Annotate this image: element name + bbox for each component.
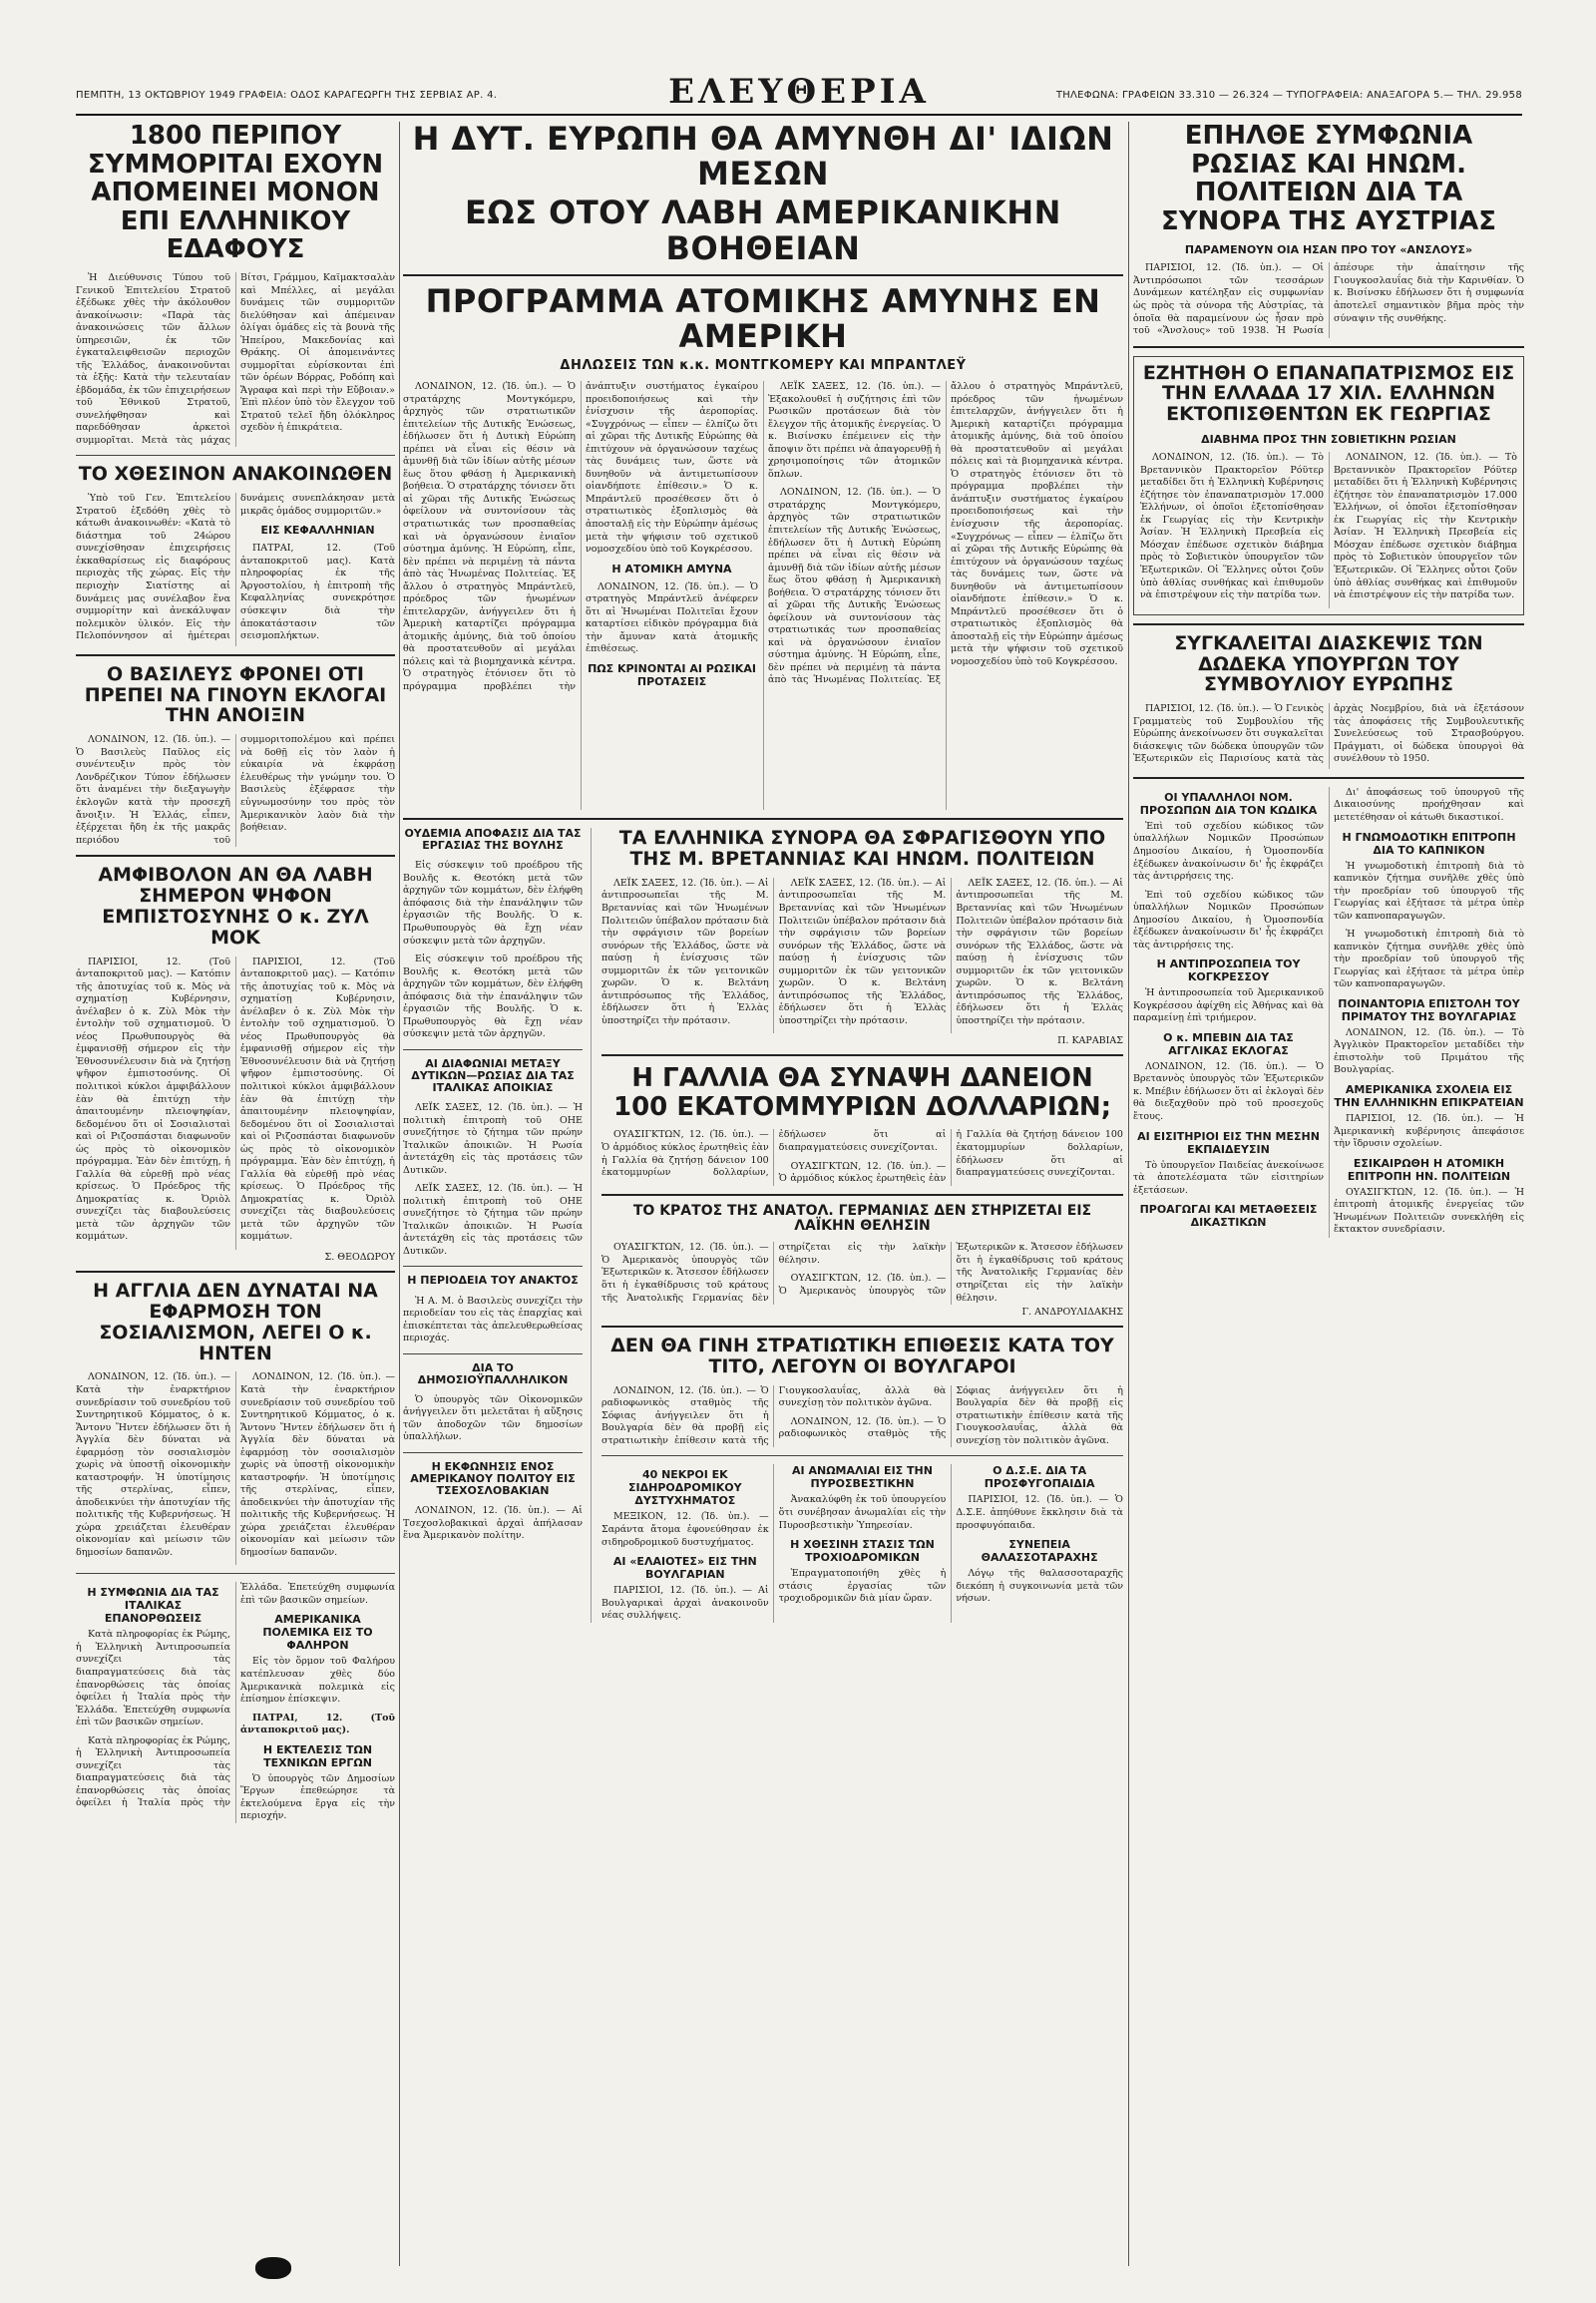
article-body: Τὸ ὑπουργεῖον Παιδείας ἀνεκοίνωσε τὰ ἀποτελέσματα τῶν εἰσιτηρίων ἐξετάσεων. [1133, 1159, 1324, 1196]
headline: ΣΥΓΚΑΛΕΙΤΑΙ ΔΙΑΣΚΕΨΙΣ ΤΩΝ ΔΩΔΕΚΑ ΥΠΟΥΡΓΩΝ ΤΟΥ ΣΥΜΒΟΥΛΙΟΥ ΕΥΡΩΠΗΣ [1174, 631, 1483, 696]
masthead-date-address: ΠΕΜΠΤΗ, 13 ΟΚΤΩΒΡΙΟΥ 1949 ΓΡΑΦΕΙΑ: ΟΔΟΣ ΚΑΡΑΓΕΩΡΓΗ ΤΗΣ ΣΕΡΒΙΑΣ ΑΡ. 4. [76, 90, 498, 101]
article-body: Ὑπὸ τοῦ Γεν. Ἐπιτελείου Στρατοῦ ἐξεδόθη χθὲς τὸ κάτωθι ἀνακοινωθέν: «Κατὰ τὸ διάστημα τοῦ 24ώρου συνεχίσθησαν ἐπιχειρήσεις ἐκκαθαρίσεως εἰς διαφόρους περιοχὰς τῆς χώρας. Εἰς τὴν περιοχὴν Σιατίστης αἱ δυνάμεις μας συνέλαβον ἕνα συμμορίτην καὶ ἀνεκάλυψαν πολεμικὸν ὑλικόν. Εἰς τὴν Πελοπόννησον αἱ ἡμέτεραι δυνάμεις συνεπλάκησαν μετὰ μικρᾶς ὁμάδος συμμοριτῶν.» [76, 493, 395, 642]
article-body: ΜΕΞΙΚΟΝ, 12. (Ἰδ. ὑπ.). — Σαράντα ἄτομα ἐφονεύθησαν ἐκ σιδηροδρομικοῦ δυστυχήματος. [601, 1511, 769, 1548]
article-body: ΛΟΝΔΙΝΟΝ, 12. (Ἰδ. ὑπ.). — Αἱ Τσεχοσλοβακικαὶ ἀρχαὶ ἀπήλασαν ἕνα Ἀμερικανὸν πολίτην. [403, 1505, 583, 1542]
article-body: ΛΕΪΚ ΣΑΞΕΣ, 12. (Ἰδ. ὑπ.). — Αἱ ἀντιπροσωπεῖαι τῆς Μ. Βρεταννίας καὶ τῶν Ἡνωμένων Πολιτειῶν ὑπέβαλον πρότασιν διὰ τὴν σφράγισιν τῶν βορείων συνόρων τῆς Ἑλλάδος, ὥστε νὰ παύσῃ ἡ ἐνίσχυσις τῶν συμμοριτῶν ἐκ τῶν γειτονικῶν χωρῶν. Ὁ κ. Βελτάνη ἀντιπρόσωπος τῆς Ἑλλάδος, ἐδήλωσεν ὅτι ἡ Ἑλλὰς ὑποστηρίζει τὴν πρότασιν. [778, 877, 947, 1026]
headline: 40 ΝΕΚΡΟΙ ΕΚ ΣΙΔΗΡΟΔΡΟΜΙΚΟΥ ΔΥΣΤΥΧΗΜΑΤΟΣ [628, 1468, 742, 1508]
article-body: ΛΕΪΚ ΣΑΞΕΣ, 12. (Ἰδ. ὑπ.). — Ἡ πολιτικὴ ἐπιτροπὴ τοῦ ΟΗΕ συνεζήτησε τὸ ζήτημα τῶν πρώην Ἰταλικῶν ἀποικιῶν. Ἡ Ρωσία ἀντετάχθη εἰς τὰς προτάσεις τῶν Δυτικῶν. [403, 1183, 583, 1257]
article-body: ΠΑΡΙΣΙΟΙ, 12. (Τοῦ ἀνταποκριτοῦ μας). — Κατόπιν τῆς ἀποτυχίας τοῦ κ. Μὸς νὰ σχηματίσῃ Κυβέρνησιν, ἀνέλαβεν ὁ κ. Ζὺλ Μὸκ τὴν ἐντολὴν τοῦ σχηματισμοῦ. Ὁ νέος Πρωθυπουργὸς θὰ ἐμφανισθῇ σήμερον εἰς τὴν Ἐθνοσυνέλευσιν διὰ νὰ ζητήσῃ ψῆφον ἐμπιστοσύνης. Οἱ πολιτικοὶ κύκλοι ἀμφιβάλλουν ἐὰν θὰ ἐπιτύχῃ τὴν ἀπαιτουμένην πλειοψηφίαν, δεδομένου ὅτι οἱ Σοσιαλισταὶ καὶ οἱ Ριζοσπάσται διαφωνοῦν ὡς πρὸς τὸ οἰκονομικὸν πρόγραμμα. Ἐὰν δὲν ἐπιτύχῃ, ἡ Γαλλία θὰ εὑρεθῇ πρὸ νέας κρίσεως. Ὁ Πρόεδρος τῆς Δημοκρατίας κ. Ὀριὸλ συνεχίζει τὰς διαβουλεύσεις μετὰ τῶν ἀρχηγῶν τῶν κομμάτων. [240, 956, 395, 1243]
headline: ΕΖΗΤΗΘΗ Ο ΕΠΑΝΑΠΑΤΡΙΣΜΟΣ ΕΙΣ ΤΗΝ ΕΛΛΑΔΑ 17 ΧΙΛ. ΕΛΛΗΝΩΝ ΕΚΤΟΠΙΣΘΕΝΤΩΝ ΕΚ ΓΕΩΡΓΙΑΣ [1142, 361, 1515, 426]
headline: ΑΙ ΕΙΣΙΤΗΡΙΟΙ ΕΙΣ ΤΗΝ ΜΕΣΗΝ ΕΚΠΑΙΔΕΥΣΙΝ [1137, 1129, 1320, 1156]
subheading: ΔΙΑΒΗΜΑ ΠΡΟΣ ΤΗΝ ΣΟΒΙΕΤΙΚΗΝ ΡΩΣΙΑΝ [1201, 433, 1456, 447]
main-headline-3: ΠΡΟΓΡΑΜΜΑ ΑΤΟΜΙΚΗΣ ΑΜΥΝΗΣ ΕΝ ΑΜΕΡΙΚΗ [425, 281, 1101, 355]
article-body: Ἐπὶ τοῦ σχεδίου κώδικος τῶν ὑπαλλήλων Νομικῶν Προσώπων Δημοσίου Δικαίου, ἡ Ὁμοσπονδία ἐξέδωκεν ἀνακοίνωσιν δι' ἧς ἐκφράζει τὰς ἀντιρρήσεις της. [1133, 820, 1324, 883]
subheading: ΕΙΣ ΚΕΦΑΛΛΗΝΙΑΝ [260, 524, 375, 538]
article-body: Κατὰ πληροφορίας ἐκ Ρώμης, ἡ Ἑλληνικὴ Ἀντιπροσωπεία συνεχίζει τὰς διαπραγματεύσεις διὰ τὰς ἐπανορθώσεις τὰς ὁποίας ὀφείλει ἡ Ἰταλία πρὸς τὴν Ἑλλάδα. Ἐπετεύχθη συμφωνία ἐπὶ τῶν βασικῶν σημείων. [76, 1582, 395, 1809]
article-communique [76, 464, 395, 645]
newspaper-title: ΕΛΕΥΘΕΡΙΑ [668, 72, 930, 112]
headline: Η ΓΝΩΜΟΔΟΤΙΚΗ ΕΠΙΤΡΟΠΗ ΔΙΑ ΤΟ ΚΑΠΝΙΚΟΝ [1342, 830, 1516, 857]
ink-blot [255, 2257, 291, 2279]
article-repatriation [1133, 356, 1524, 615]
center-columns [403, 122, 1123, 2266]
article-body: ΛΟΝΔΙΝΟΝ, 12. (Ἰδ. ὑπ.). — Κατὰ τὴν ἐναρκτήριον συνεδρίασιν τοῦ συνεδρίου τοῦ Συντηρητικοῦ Κόμματος, ὁ κ. Ἄντονυ Ἤντεν ἐδήλωσεν ὅτι ἡ Ἀγγλία δὲν δύναται νὰ ἐφαρμόσῃ τὸν σοσιαλισμὸν χωρὶς νὰ ὑποστῇ οἰκονομικὴν καταστροφήν. Ἡ ὑποτίμησις τῆς στερλίνας, εἶπεν, ἀποδεικνύει τὴν ἀποτυχίαν τῆς πολιτικῆς τῆς Κυβερνήσεως. Ἡ χώρα χρειάζεται ἐλευθέραν οἰκονομίαν καὶ μείωσιν τῶν δημοσίων δαπανῶν. [240, 1371, 395, 1558]
article-body: ΠΑΡΙΣΙΟΙ, 12. (Ἰδ. ὑπ.). — Ὁ Γενικὸς Γραμματεὺς τοῦ Συμβουλίου τῆς Εὐρώπης ἀνεκοίνωσεν ὅτι συγκαλεῖται διάσκεψις τῶν δώδεκα ὑπουργῶν τῶν Ἐξωτερικῶν εἰς Παρισίους κατὰ τὰς ἀρχὰς Νοεμβρίου, διὰ νὰ ἐξετάσουν τὰς ἀποφάσεις τῆς Συμβουλευτικῆς Συνελεύσεως τοῦ Στρασβούργου. Πράγματι, οἱ δώδεκα ὑπουργοὶ θὰ συνέλθουν τὸ 1950. [1133, 703, 1524, 765]
article-body: ΛΕΪΚ ΣΑΞΕΣ, 12. (Ἰδ. ὑπ.). — Αἱ ἀντιπροσωπεῖαι τῆς Μ. Βρεταννίας καὶ τῶν Ἡνωμένων Πολιτειῶν ὑπέβαλον πρότασιν διὰ τὴν σφράγισιν τῶν βορείων συνόρων τῆς Ἑλλάδος, ὥστε νὰ παύσῃ ἡ ἐνίσχυσις τῶν συμμοριτῶν ἐκ τῶν γειτονικῶν χωρῶν. Ὁ κ. Βελτάνη ἀντιπρόσωπος τῆς Ἑλλάδος, ἐδήλωσεν ὅτι ἡ Ἑλλὰς ὑποστηρίζει τὴν πρότασιν. [956, 877, 1123, 1026]
article-body: ΟΥΑΣΙΓΚΤΩΝ, 12. (Ἰδ. ὑπ.). — Ὁ ἀρμόδιος κύκλος ἐρωτηθεὶς ἐὰν ἡ Γαλλία θὰ ζητήσῃ δάνειον 100 ἑκατομμυρίων δολλαρίων, ἐδήλωσεν ὅτι αἱ διαπραγματεύσεις συνεχίζονται. [601, 1129, 947, 1179]
article-body: Ἐπὶ τοῦ σχεδίου κώδικος τῶν ὑπαλλήλων Νομικῶν Προσώπων Δημοσίου Δικαίου, ἡ Ὁμοσπονδία ἐξέδωκεν ἀνακοίνωσιν δι' ἧς ἐκφράζει τὰς ἀντιρρήσεις της. [1133, 889, 1324, 951]
article-body: ΛΟΝΔΙΝΟΝ, 12. (Ἰδ. ὑπ.). — Τὸ Βρεταννικὸν Πρακτορεῖον Ρόϋτερ μεταδίδει ὅτι ἡ Ἑλληνικὴ Κυβέρνησις ἐζήτησε τὸν ἐπαναπατρισμὸν 17.000 Ἑλλήνων, οἱ ὁποῖοι ἐξετοπίσθησαν ἐκ Γεωργίας εἰς τὴν Κεντρικὴν Ἀσίαν. Ἡ Ἑλληνικὴ Πρεσβεία εἰς Μόσχαν ἐπέδωσε σχετικὸν διάβημα πρὸς τὸ Σοβιετικὸν ὑπουργεῖον τῶν Ἐξωτερικῶν. Οἱ Ἕλληνες οὗτοι ζοῦν ὑπὸ ἀθλίας συνθήκας καὶ ἐπιθυμοῦν νὰ ἐπιστρέψουν εἰς τὴν πατρίδα των. [1334, 452, 1517, 601]
article-body: ΛΟΝΔΙΝΟΝ, 12. (Ἰδ. ὑπ.). — Τὸ Ἀγγλικὸν Πρακτορεῖον μεταδίδει τὴν ἐπιστολὴν τοῦ Πριμάτου τῆς Βουλγαρίας. [1334, 1026, 1524, 1076]
article-body: ΟΥΑΣΙΓΚΤΩΝ, 12. (Ἰδ. ὑπ.). — Ὁ ἀρμόδιος κύκλος ἐρωτηθεὶς ἐὰν ἡ Γαλλία θὰ ζητήσῃ δάνειον 100 ἑκατομμυρίων δολλαρίων, ἐδήλωσεν ὅτι αἱ διαπραγματεύσεις συνεχίζονται. [778, 1129, 1123, 1185]
bottom-briefs [76, 1582, 395, 1822]
headline: ΤΑ ΕΛΛΗΝΙΚΑ ΣΥΝΟΡΑ ΘΑ ΣΦΡΑΓΙΣΘΟΥΝ ΥΠΟ ΤΗΣ Μ. ΒΡΕΤΑΝΝΙΑΣ ΚΑΙ ΗΝΩΜ. ΠΟΛΙΤΕΙΩΝ [618, 827, 1106, 871]
headline: Η ΑΓΓΛΙΑ ΔΕΝ ΔΥΝΑΤΑΙ ΝΑ ΕΦΑΡΜΟΣΗ ΤΟΝ ΣΟΣΙΑΛΙΣΜΟΝ, ΛΕΓΕΙ Ο κ. ΗΝΤΕΝ [93, 1279, 378, 1364]
article-body: ΛΟΝΔΙΝΟΝ, 12. (Ἰδ. ὑπ.). — Ὁ Βρεταννὸς ὑπουργὸς τῶν Ἐξωτερικῶν κ. Μπέβιν ἐδήλωσεν ὅτι αἱ ἐκλογαὶ δὲν θὰ διεξαχθοῦν πρὸ τοῦ προσεχοῦς ἔτους. [1133, 1060, 1324, 1122]
article-body: ΟΥΑΣΙΓΚΤΩΝ, 12. (Ἰδ. ὑπ.). — Ὁ Ἀμερικανὸς ὑπουργὸς τῶν Ἐξωτερικῶν κ. Ἄτσεσον ἐδήλωσεν ὅτι ἡ ἐγκαθίδρυσις τοῦ κράτους τῆς Ἀνατολικῆς Γερμανίας δὲν στηρίζεται εἰς τὴν λαϊκὴν θέλησιν. [778, 1242, 1123, 1304]
article-body: ΛΟΝΔΙΝΟΝ, 12. (Ἰδ. ὑπ.). — Τὸ Βρεταννικὸν Πρακτορεῖον Ρόϋτερ μεταδίδει ὅτι ἡ Ἑλληνικὴ Κυβέρνησις ἐζήτησε τὸν ἐπαναπατρισμὸν 17.000 Ἑλλήνων, οἱ ὁποῖοι ἐξετοπίσθησαν ἐκ Γεωργίας εἰς τὴν Κεντρικὴν Ἀσίαν. Ἡ Ἑλληνικὴ Πρεσβεία εἰς Μόσχαν ἐπέδωσε σχετικὸν διάβημα πρὸς τὸ Σοβιετικὸν ὑπουργεῖον τῶν Ἐξωτερικῶν. Οἱ Ἕλληνες οὗτοι ζοῦν ὑπὸ ἀθλίας συνθήκας καὶ ἐπιθυμοῦν νὰ ἐπιστρέψουν εἰς τὴν πατρίδα των. [1140, 452, 1324, 601]
article-body: Εἰς σύσκεψιν τοῦ προέδρου τῆς Βουλῆς κ. Θεοτόκη μετὰ τῶν ἀρχηγῶν τῶν κομμάτων, δὲν ἐλήφθη ἀπόφασις διὰ τὴν ἐπανάληψιν τῶν ἐργασιῶν τῆς Βουλῆς. Ὁ κ. Πρωθυπουργὸς θὰ ἔχῃ νέαν σύσκεψιν μετὰ τῶν ἀρχηγῶν. [403, 954, 583, 1040]
article-jules-moch [76, 865, 395, 1263]
masthead [76, 72, 1522, 112]
article-body: Ἡ γνωμοδοτικὴ ἐπιτροπὴ διὰ τὸ καπνικὸν ζήτημα συνῆλθε χθὲς ὑπὸ τὴν προεδρίαν τοῦ ὑπουργοῦ τῆς Γεωργίας καὶ ἐξήτασε τὰ μέτρα ὑπὲρ τῶν καπνοπαραγωγῶν. [1334, 929, 1524, 990]
article-body: ΛΟΝΔΙΝΟΝ, 12. (Ἰδ. ὑπ.). — Ὁ στρατάρχης Μοντγκόμερυ, ἀρχηγὸς τῶν στρατιωτικῶν ἐπιτελείων τῆς Δυτικῆς Ἐνώσεως, ἐδήλωσεν ὅτι ἡ Δυτικὴ Εὐρώπη πρέπει νὰ εἶναι εἰς θέσιν νὰ ἀμυνθῇ διὰ τῶν ἰδίων αὐτῆς μέσων ἕως ὅτου φθάσῃ ἡ Ἀμερικανικὴ βοήθεια. Ὁ στρατάρχης τόνισεν ὅτι αἱ χῶραι τῆς Δυτικῆς Ἐνώσεως ὀφείλουν νὰ συντονίσουν τὰς στρατιωτικάς των προσπαθείας καὶ νὰ ὀργανώσουν ἑνιαῖον σύστημα ἀμύνης. Ἡ Εὐρώπη, εἶπε, δὲν πρέπει νὰ περιμένῃ τὰ πάντα ἀπὸ τὰς Ἡνωμένας Πολιτείας. Ἐξ ἄλλου ὁ στρατηγὸς Μπράντλεϋ, πρόεδρος τῶν ἡνωμένων ἐπιτελαρχῶν, ἀνήγγειλεν ὅτι ἡ Ἀμερικὴ καταρτίζει πρόγραμμα ἀτομικῆς ἀμύνης, διὰ τοῦ ὁποίου θὰ προστατευθοῦν αἱ μεγάλαι πόλεις καὶ τὰ βιομηχανικὰ κέντρα. Ὁ στρατηγὸς ἐτόνισεν ὅτι τὸ πρόγραμμα προβλέπει τὴν ἀνάπτυξιν συστήματος ἐγκαίρου προειδοποιήσεως καὶ τὴν ἐνίσχυσιν τῆς ἀεροπορίας. «Συγχρόνως — εἶπεν — ἐλπίζω ὅτι αἱ χῶραι τῆς Δυτικῆς Εὐρώπης θὰ ἐπιτύχουν νὰ ὀργανώσουν ταχέως τὰς δυνάμεις των, ὥστε νὰ δυνηθοῦν νὰ ἀντιμετωπίσουν οἱανδήποτε ἐπίθεσιν.» Ὁ κ. Μπράντλεϋ προσέθεσεν ὅτι ὁ στρατιωτικὸς ἐξοπλισμὸς θὰ ἀποσταλῇ εἰς τὴν Εὐρώπην ἀμέσως μετὰ τὴν ψήφισιν τοῦ σχετικοῦ νομοσχεδίου ὑπὸ τοῦ Κογκρέσσου. [768, 381, 1123, 686]
small-briefs [601, 1464, 1123, 1622]
subheading: ΠΩΣ ΚΡΙΝΟΝΤΑΙ ΑΙ ΡΩΣΙΚΑΙ ΠΡΟΤΑΣΕΙΣ [588, 661, 756, 688]
article-body: Ἡ Διεύθυνσις Τύπου τοῦ Γενικοῦ Ἐπιτελείου Στρατοῦ ἐξέδωκε χθὲς τὴν ἀκόλουθον ἀνακοίνωσιν: «Παρὰ τὰς ἀνακοινώσεις τῶν ἄλλων ὑπηρεσιῶν, ἐκ τῶν ἐγκαταλειφθεισῶν περιοχῶν τῆς Ἑλλάδος, ἀνακοινοῦνται τὰ ἑξῆς: Κατὰ τὴν τελευταίαν ἑβδομάδα, ἐκ τῶν ἐπιχειρήσεων τοῦ Ἐθνικοῦ Στρατοῦ, συνελήφθησαν καὶ παρεδόθησαν ἀρκετοὶ συμμορῖται. Μετὰ τὰς μάχας Βίτσι, Γράμμου, Καϊμακτσαλὰν καὶ Μπέλλες, αἱ μεγάλαι δυνάμεις τῶν συμμοριτῶν διελύθησαν καὶ ἀπέμειναν ὀλίγαι ὁμάδες εἰς τὰ βουνὰ τῆς Ἠπείρου, Μακεδονίας καὶ Θράκης. Οἱ ἀπομεινάντες συμμορῖται εὑρίσκονται ἐπὶ τῶν ὀρέων Βόρρας, Ροδόπη καὶ Ἄγραφα καὶ περὶ τὴν Εὔβοιαν.» Ἐπὶ πλέον ὑπὸ τὸν ἔλεγχον τοῦ Στρατοῦ τελεῖ ἤδη ὁλόκληρος σχεδὸν ἡ ἐπικράτεια. [76, 271, 395, 446]
headline: ΠΡΟΑΓΩΓΑΙ ΚΑΙ ΜΕΤΑΘΕΣΕΙΣ ΔΙΚΑΣΤΙΚΩΝ [1139, 1203, 1318, 1230]
article-body: Κατὰ πληροφορίας ἐκ Ρώμης, ἡ Ἑλληνικὴ Ἀντιπροσωπεία συνεχίζει τὰς διαπραγματεύσεις διὰ τὰς ἐπανορθώσεις τὰς ὁποίας ὀφείλει ἡ Ἰταλία πρὸς τὴν Ἑλλάδα. Ἐπετεύχθη συμφωνία ἐπὶ τῶν βασικῶν σημείων. [76, 1629, 230, 1728]
main-article [403, 381, 1123, 810]
headline: ΠΟΙΝΑΝΤΟΡΙΑ ΕΠΙΣΤΟΛΗ ΤΟΥ ΠΡΙΜΑΤΟΥ ΤΗΣ ΒΟΥΛΓΑΡΙΑΣ [1338, 996, 1520, 1023]
headline: ΕΣΙΚΑΙΡΩΘΗ Η ΑΤΟΜΙΚΗ ΕΠΙΤΡΟΠΗ ΗΝ. ΠΟΛΙΤΕΙΩΝ [1347, 1156, 1511, 1183]
signature: Σ. ΘΕΟΔΩΡΟΥ [324, 1251, 395, 1263]
main-headline: Η ΔΥΤ. ΕΥΡΩΠΗ ΘΑ ΑΜΥΝΘΗ ΔΙ' ΙΔΙΩΝ ΜΕΣΩΝ [412, 122, 1114, 193]
headline: Η ΠΕΡΙΟΔΕΙΑ ΤΟΥ ΑΝΑΚΤΟΣ [407, 1274, 579, 1288]
article-bandits [76, 122, 395, 447]
subheading: Η ΑΤΟΜΙΚΗ ΑΜΥΝΑ [611, 562, 732, 576]
signature: Π. ΚΑΡΑΒΙΑΣ [1057, 1035, 1123, 1047]
article-body: ΠΑΡΙΣΙΟΙ, 12. (Ἰδ. ὑπ.). — Ἡ Ἀμερικανικὴ κυβέρνησις ἀπεφάσισε τὴν ἵδρυσιν σχολείων. [1334, 1112, 1524, 1150]
article-body: ΠΑΡΙΣΙΟΙ, 12. (Ἰδ. ὑπ.). — Οἱ Ἀντιπρόσωποι τῶν τεσσάρων Δυνάμεων κατέληξαν εἰς συμφωνίαν ὡς πρὸς τὰ σύνορα τῆς Αὐστρίας, τὰ ὁποῖα θὰ παραμείνουν ὡς ἦσαν πρὸ τοῦ «Ἄνσλους» τοῦ 1938. Ἡ Ρωσία ἀπέσυρε τὴν ἀπαίτησιν τῆς Γιουγκοσλαυΐας διὰ τὴν Καρινθίαν. Ὁ κ. Βισίνσκυ ἐδήλωσεν ὅτι ἡ συμφωνία ἀποτελεῖ σημαντικὸν βῆμα πρὸς τὴν σύναψιν τῆς συνθήκης. [1133, 262, 1524, 337]
article-body: ΠΑΡΙΣΙΟΙ, 12. (Ἰδ. ὑπ.). — Αἱ Βουλγαρικαὶ ἀρχαὶ ἀνακοινοῦν νέας συλλήψεις. [601, 1585, 769, 1622]
article-body: Ἡ Α. Μ. ὁ Βασιλεὺς συνεχίζει τὴν περιοδείαν του εἰς τὰς ἐπαρχίας καὶ ἐπισκέπτεται τὰς ἀπελευθερωθείσας περιοχάς. [403, 1295, 583, 1344]
headline: ΟΥΔΕΜΙΑ ΑΠΟΦΑΣΙΣ ΔΙΑ ΤΑΣ ΕΡΓΑΣΙΑΣ ΤΗΣ ΒΟΥΛΗΣ [404, 827, 582, 853]
article-body: Ἡ γνωμοδοτικὴ ἐπιτροπὴ διὰ τὸ καπνικὸν ζήτημα συνῆλθε χθὲς ὑπὸ τὴν προεδρίαν τοῦ ὑπουργοῦ τῆς Γεωργίας καὶ ἐξήτασε τὰ μέτρα ὑπὲρ τῶν καπνοπαραγωγῶν. [1334, 860, 1524, 922]
article-body: ΛΕΪΚ ΣΑΞΕΣ, 12. (Ἰδ. ὑπ.). — Ἐξακολουθεῖ ἡ συζήτησις ἐπὶ τῶν Ρωσικῶν προτάσεων διὰ τὸν ἔλεγχον τῆς ἀτομικῆς ἐνεργείας. Ὁ κ. Βισίνσκυ ἐπέμεινεν εἰς τὴν ἄποψιν ὅτι πρέπει νὰ ἀπαγορευθῇ ἡ χρησιμοποίησις τῶν ἀτομικῶν ὅπλων. [768, 381, 941, 480]
headline: Η ΧΘΕΣΙΝΗ ΣΤΑΣΙΣ ΤΩΝ ΤΡΟΧΙΟΔΡΟΜΙΚΩΝ [790, 1538, 935, 1565]
headline: Η ΕΚΤΕΛΕΣΙΣ ΤΩΝ ΤΕΧΝΙΚΩΝ ΕΡΓΩΝ [262, 1742, 373, 1769]
masthead-phones: ΤΗΛΕΦΩΝΑ: ΓΡΑΦΕΙΩΝ 33.310 — 26.324 — ΤΥΠΟΓΡΑΦΕΙΑ: ΑΝΑΞΑΓΟΡΑ 5.— ΤΗΛ. 29.958 [1055, 90, 1522, 101]
headline: ΣΥΝΕΠΕΙΑ ΘΑΛΑΣΣΟΤΑΡΑΧΗΣ [981, 1538, 1098, 1565]
article-body: ΛΟΝΔΙΝΟΝ, 12. (Ἰδ. ὑπ.). — Ὁ στρατηγὸς Μπράντλεϋ ἀνέφερεν ὅτι αἱ Ἡνωμέναι Πολιτεῖαι ἔχουν καταρτίσει εἰδικὸν πρόγραμμα διὰ τὴν ἄμυναν κατὰ ἀτομικῆς ἐπιθέσεως. [586, 580, 758, 655]
article-body: Εἰς σύσκεψιν τοῦ προέδρου τῆς Βουλῆς κ. Θεοτόκη μετὰ τῶν ἀρχηγῶν τῶν κομμάτων, δὲν ἐλήφθη ἀπόφασις διὰ τὴν ἐπανάληψιν τῶν ἐργασιῶν τῆς Βουλῆς. Ὁ κ. Πρωθυπουργὸς θὰ ἔχῃ νέαν σύσκεψιν μετὰ τῶν ἀρχηγῶν. [403, 860, 583, 947]
headline: ΟΙ ΥΠΑΛΛΗΛΟΙ ΝΟΜ. ΠΡΟΣΩΠΩΝ ΔΙΑ ΤΟΝ ΚΩΔΙΚΑ [1139, 790, 1318, 817]
article-body: Ἀνακαλύφθη ἐκ τοῦ ὑπουργείου ὅτι συνέβησαν ἀνωμαλίαι εἰς τὴν Πυροσβεστικὴν Ὑπηρεσίαν. [778, 1494, 947, 1531]
article-body: ΛΟΝΔΙΝΟΝ, 12. (Ἰδ. ὑπ.). — Ὁ ραδιοφωνικὸς σταθμὸς τῆς Σόφιας ἀνήγγειλεν ὅτι ἡ Βουλγαρία δὲν θὰ προβῇ εἰς στρατιωτικὴν ἐπίθεσιν κατὰ τῆς Γιουγκοσλαυΐας, ἀλλὰ θὰ συνεχίσῃ τὸν πολιτικὸν ἀγῶνα. [778, 1384, 1123, 1446]
article-eden-socialism [76, 1281, 395, 1566]
article-body: ΠΑΤΡΑΙ, 12. (Τοῦ ἀνταποκριτοῦ μας). Κατὰ πληροφορίας ἐκ τῆς Ἀργοστολίου, ἡ ἐπιτροπὴ τῆς Κεφαλληνίας συνεκρότησε σύσκεψιν διὰ τὴν ἀποκατάστασιν τῶν σεισμοπλήκτων. [240, 543, 395, 642]
main-headline-2: ΕΩΣ ΟΤΟΥ ΛΑΒΗ ΑΜΕΡΙΚΑΝΙΚΗΝ ΒΟΗΘΕΙΑΝ [465, 193, 1061, 267]
headline: Ο ΒΑΣΙΛΕΥΣ ΦΡΟΝΕΙ ΟΤΙ ΠΡΕΠΕΙ ΝΑ ΓΙΝΟΥΝ ΕΚΛΟΓΑΙ ΤΗΝ ΑΝΟΙΞΙΝ [84, 662, 387, 727]
article-king-elections [76, 664, 395, 847]
headline: ΑΙ ΔΙΑΦΩΝΙΑΙ ΜΕΤΑΞΥ ΔΥΤΙΚΩΝ—ΡΩΣΙΑΣ ΔΙΑ ΤΑΣ ΙΤΑΛΙΚΑΣ ΑΠΟΙΚΙΑΣ [411, 1056, 575, 1094]
column-divider [399, 122, 400, 2266]
article-body: Ὁ ὑπουργὸς τῶν Δημοσίων Ἔργων ἐπεθεώρησε τὰ ἐκτελούμενα ἔργα εἰς τὴν περιοχήν. [240, 1772, 395, 1822]
article-body: ΛΕΪΚ ΣΑΞΕΣ, 12. (Ἰδ. ὑπ.). — Αἱ ἀντιπροσωπεῖαι τῆς Μ. Βρεταννίας καὶ τῶν Ἡνωμένων Πολιτειῶν ὑπέβαλον πρότασιν διὰ τὴν σφράγισιν τῶν βορείων συνόρων τῆς Ἑλλάδος, ὥστε νὰ παύσῃ ἡ ἐνίσχυσις τῶν συμμοριτῶν ἐκ τῶν γειτονικῶν χωρῶν. Ὁ κ. Βελτάνη ἀντιπρόσωπος τῆς Ἑλλάδος, ἐδήλωσεν ὅτι ἡ Ἑλλὰς ὑποστηρίζει τὴν πρότασιν. [601, 877, 769, 1026]
article-body: ΠΑΡΙΣΙΟΙ, 12. (Ἰδ. ὑπ.). — Ὁ Δ.Σ.Ε. ἀπηύθυνε ἔκκλησιν διὰ τὰ προσφυγόπαιδα. [956, 1494, 1123, 1531]
masthead-rule [76, 114, 1522, 116]
article-body: Ἡ ἀντιπροσωπεία τοῦ Ἀμερικανικοῦ Κογκρέσσου ἀφίχθη εἰς Ἀθήνας καὶ θὰ παραμείνῃ ἐπὶ τριήμερον. [1133, 987, 1324, 1024]
article-body: ΛΟΝΔΙΝΟΝ, 12. (Ἰδ. ὑπ.). — Ὁ ραδιοφωνικὸς σταθμὸς τῆς Σόφιας ἀνήγγειλεν ὅτι ἡ Βουλγαρία δὲν θὰ προβῇ εἰς στρατιωτικὴν ἐπίθεσιν κατὰ τῆς Γιουγκοσλαυΐας, ἀλλὰ θὰ συνεχίσῃ τὸν πολιτικὸν ἀγῶνα. [601, 1384, 947, 1446]
headline: Η ΕΚΦΩΝΗΣΙΣ ΕΝΟΣ ΑΜΕΡΙΚΑΝΟΥ ΠΟΛΙΤΟΥ ΕΙΣ ΤΣΕΧΟΣΛΟΒΑΚΙΑΝ [410, 1459, 576, 1498]
headline: ΕΠΗΛΘΕ ΣΥΜΦΩΝΙΑ ΡΩΣΙΑΣ ΚΑΙ ΗΝΩΜ. ΠΟΛΙΤΕΙΩΝ ΔΙΑ ΤΑ ΣΥΝΟΡΑ ΤΗΣ ΑΥΣΤΡΙΑΣ [1160, 122, 1497, 236]
article-body: Ὁ ὑπουργὸς τῶν Οἰκονομικῶν ἀνήγγειλεν ὅτι μελετᾶται ἡ αὔξησις τῶν ἀποδοχῶν τῶν δημοσίων ὑπαλλήλων. [403, 1393, 583, 1443]
headline: ΤΟ ΧΘΕΣΙΝΟΝ ΑΝΑΚΟΙΝΩΘΕΝ [78, 463, 393, 486]
headline: ΑΜΦΙΒΟΛΟΝ ΑΝ ΘΑ ΛΑΒΗ ΣΗΜΕΡΟΝ ΨΗΦΟΝ ΕΜΠΙΣΤΟΣΥΝΗΣ Ο κ. ΖΥΛ ΜΟΚ [98, 864, 373, 949]
article-body: ΛΕΪΚ ΣΑΞΕΣ, 12. (Ἰδ. ὑπ.). — Ἡ πολιτικὴ ἐπιτροπὴ τοῦ ΟΗΕ συνεζήτησε τὸ ζήτημα τῶν πρώην Ἰταλικῶν ἀποικιῶν. Ἡ Ρωσία ἀντετάχθη εἰς τὰς προτάσεις τῶν Δυτικῶν. [403, 1102, 583, 1176]
headline: ΔΙΑ ΤΟ ΔΗΜΟΣΙΟΫΠΑΛΛΗΛΙΚΟΝ [417, 1360, 569, 1386]
headline: ΑΜΕΡΙΚΑΝΙΚΑ ΣΧΟΛΕΙΑ ΕΙΣ ΤΗΝ ΕΛΛΗΝΙΚΗΝ ΕΠΙΚΡΑΤΕΙΑΝ [1334, 1082, 1524, 1109]
center-right-portion [601, 828, 1123, 1623]
center-left-subcolumn [403, 828, 592, 1623]
column-divider [1128, 122, 1129, 2266]
article-body: Δι' ἀποφάσεως τοῦ ὑπουργοῦ τῆς Δικαιοσύνης προήχθησαν καὶ μετετέθησαν οἱ κάτωθι δικαστικοί. [1334, 786, 1524, 823]
article-body: Εἰς τὸν ὅρμον τοῦ Φαλήρου κατέπλευσαν χθὲς δύο Ἀμερικανικὰ πολεμικὰ εἰς ἐπίσημον ἐπίσκεψιν. [240, 1656, 395, 1706]
article-body: ΟΥΑΣΙΓΚΤΩΝ, 12. (Ἰδ. ὑπ.). — Ὁ Ἀμερικανὸς ὑπουργὸς τῶν Ἐξωτερικῶν κ. Ἄτσεσον ἐδήλωσεν ὅτι ἡ ἐγκαθίδρυσις τοῦ κράτους τῆς Ἀνατολικῆς Γερμανίας δὲν στηρίζεται εἰς τὴν λαϊκὴν θέλησιν. [601, 1242, 947, 1304]
left-column [76, 122, 395, 2266]
headline: ΑΙ ΑΝΩΜΑΛΙΑΙ ΕΙΣ ΤΗΝ ΠΥΡΟΣΒΕΣΤΙΚΗΝ [792, 1464, 933, 1491]
headline: Ο Δ.Σ.Ε. ΔΙΑ ΤΑ ΠΡΟΣΦΥΓΟΠΑΙΔΙΑ [984, 1464, 1095, 1491]
dateline: ΠΑΤΡΑΙ, 12. (Τοῦ ἀνταποκριτοῦ μας). [240, 1712, 395, 1736]
article-body: ΛΟΝΔΙΝΟΝ, 12. (Ἰδ. ὑπ.). — Ὁ στρατάρχης Μοντγκόμερυ, ἀρχηγὸς τῶν στρατιωτικῶν ἐπιτελείων τῆς Δυτικῆς Ἐνώσεως, ἐδήλωσεν ὅτι ἡ Δυτικὴ Εὐρώπη πρέπει νὰ εἶναι εἰς θέσιν νὰ ἀμυνθῇ διὰ τῶν ἰδίων αὐτῆς μέσων ἕως ὅτου φθάσῃ ἡ Ἀμερικανικὴ βοήθεια. Ὁ στρατάρχης τόνισεν ὅτι αἱ χῶραι τῆς Δυτικῆς Ἐνώσεως ὀφείλουν νὰ συντονίσουν τὰς στρατιωτικάς των προσπαθείας καὶ νὰ ὀργανώσουν ἑνιαῖον σύστημα ἀμύνης. Ἡ Εὐρώπη, εἶπε, δὲν πρέπει νὰ περιμένῃ τὰ πάντα ἀπὸ τὰς Ἡνωμένας Πολιτείας. Ἐξ ἄλλου ὁ στρατηγὸς Μπράντλεϋ, πρόεδρος τῶν ἡνωμένων ἐπιτελαρχῶν, ἀνήγγειλεν ὅτι ἡ Ἀμερικὴ καταρτίζει πρόγραμμα ἀτομικῆς ἀμύνης, διὰ τοῦ ὁποίου θὰ προστατευθοῦν αἱ μεγάλαι πόλεις καὶ τὰ βιομηχανικὰ κέντρα. Ὁ στρατηγὸς ἐτόνισεν ὅτι τὸ πρόγραμμα προβλέπει τὴν ἀνάπτυξιν συστήματος ἐγκαίρου προειδοποιήσεως καὶ τὴν ἐνίσχυσιν τῆς ἀεροπορίας. «Συγχρόνως — εἶπεν — ἐλπίζω ὅτι αἱ χῶραι τῆς Δυτικῆς Εὐρώπης θὰ ἐπιτύχουν νὰ ὀργανώσουν ταχέως τὰς δυνάμεις των, ὥστε νὰ δυνηθοῦν νὰ ἀντιμετωπίσουν οἱανδήποτε ἐπίθεσιν.» Ὁ κ. Μπράντλεϋ προσέθεσεν ὅτι ὁ στρατιωτικὸς ἐξοπλισμὸς θὰ ἀποσταλῇ εἰς τὴν Εὐρώπην ἀμέσως μετὰ τὴν ψήφισιν τοῦ σχετικοῦ νομοσχεδίου ὑπὸ τοῦ Κογκρέσσου. [403, 381, 758, 692]
headline: Η ΣΥΜΦΩΝΙΑ ΔΙΑ ΤΑΣ ΙΤΑΛΙΚΑΣ ΕΠΑΝΟΡΘΩΣΕΙΣ [87, 1586, 219, 1626]
right-briefs [1133, 787, 1524, 1238]
article-body: ΛΟΝΔΙΝΟΝ, 12. (Ἰδ. ὑπ.). — Κατὰ τὴν ἐναρκτήριον συνεδρίασιν τοῦ συνεδρίου τοῦ Συντηρητικοῦ Κόμματος, ὁ κ. Ἄντονυ Ἤντεν ἐδήλωσεν ὅτι ἡ Ἀγγλία δὲν δύναται νὰ ἐφαρμόσῃ τὸν σοσιαλισμὸν χωρὶς νὰ ὑποστῇ οἰκονομικὴν καταστροφήν. Ἡ ὑποτίμησις τῆς στερλίνας, εἶπεν, ἀποδεικνύει τὴν ἀποτυχίαν τῆς πολιτικῆς τῆς Κυβερνήσεως. Ἡ χώρα χρειάζεται ἐλευθέραν οἰκονομίαν καὶ μείωσιν τῶν δημοσίων δαπανῶν. [76, 1371, 230, 1558]
headline: ΤΟ ΚΡΑΤΟΣ ΤΗΣ ΑΝΑΤΟΛ. ΓΕΡΜΑΝΙΑΣ ΔΕΝ ΣΤΗΡΙΖΕΤΑΙ ΕΙΣ ΛΑΪΚΗΝ ΘΕΛΗΣΙΝ [632, 1202, 1092, 1234]
byline: ΔΗΛΩΣΕΙΣ ΤΩΝ κ.κ. ΜΟΝΤΓΚΟΜΕΡΥ ΚΑΙ ΜΠΡΑΝΤΛΕΫ [560, 358, 967, 374]
right-column [1133, 122, 1524, 2266]
headline: ΑΜΕΡΙΚΑΝΙΚΑ ΠΟΛΕΜΙΚΑ ΕΙΣ ΤΟ ΦΑΛΗΡΟΝ [262, 1613, 373, 1653]
article-body: ΛΟΝΔΙΝΟΝ, 12. (Ἰδ. ὑπ.). — Ὁ Βασιλεὺς Παῦλος εἰς συνέντευξιν πρὸς τὸν Λονδρέζικον Τύπον ἐδήλωσεν ὅτι ἀναμένει τὴν διεξαγωγὴν ἐκλογῶν κατὰ τὴν προσεχῆ ἄνοιξιν. Ἡ Ἑλλάς, εἶπεν, ἐξέρχεται ἤδη ἐκ τῆς μακρᾶς περιόδου τοῦ συμμοριτοπολέμου καὶ πρέπει νὰ δοθῇ εἰς τὸν λαὸν ἡ εὐκαιρία νὰ ἐκφράσῃ ἐλευθέρως τὴν γνώμην του. Ὁ Βασιλεὺς ἐξέφρασε τὴν εὐγνωμοσύνην του πρὸς τὸν Ἀμερικανικὸν λαὸν διὰ τὴν βοήθειαν. [76, 734, 395, 846]
article-body: Ἐπραγματοποιήθη χθὲς ἡ στάσις ἐργασίας τῶν τροχιοδρομικῶν διὰ μίαν ὥραν. [778, 1568, 947, 1605]
article-body: ΠΑΡΙΣΙΟΙ, 12. (Τοῦ ἀνταποκριτοῦ μας). — Κατόπιν τῆς ἀποτυχίας τοῦ κ. Μὸς νὰ σχηματίσῃ Κυβέρνησιν, ἀνέλαβεν ὁ κ. Ζὺλ Μὸκ τὴν ἐντολὴν τοῦ σχηματισμοῦ. Ὁ νέος Πρωθυπουργὸς θὰ ἐμφανισθῇ σήμερον εἰς τὴν Ἐθνοσυνέλευσιν διὰ νὰ ζητήσῃ ψῆφον ἐμπιστοσύνης. Οἱ πολιτικοὶ κύκλοι ἀμφιβάλλουν ἐὰν θὰ ἐπιτύχῃ τὴν ἀπαιτουμένην πλειοψηφίαν, δεδομένου ὅτι οἱ Σοσιαλισταὶ καὶ οἱ Ριζοσπάσται διαφωνοῦν ὡς πρὸς τὸ οἰκονομικὸν πρόγραμμα. Ἐὰν δὲν ἐπιτύχῃ, ἡ Γαλλία θὰ εὑρεθῇ πρὸ νέας κρίσεως. Ὁ Πρόεδρος τῆς Δημοκρατίας κ. Ὀριὸλ συνεχίζει τὰς διαβουλεύσεις μετὰ τῶν ἀρχηγῶν τῶν κομμάτων. [76, 956, 230, 1243]
headline: ΑΙ «ΕΛΑΙΟΤΕΣ» ΕΙΣ ΤΗΝ ΒΟΥΛΓΑΡΙΑΝ [612, 1555, 757, 1582]
article-body: ΟΥΑΣΙΓΚΤΩΝ, 12. (Ἰδ. ὑπ.). — Ἡ ἐπιτροπὴ ἀτομικῆς ἐνεργείας τῶν Ἡνωμένων Πολιτειῶν συνεκλήθη εἰς ἔκτακτον συνεδρίασιν. [1334, 1186, 1524, 1236]
headline: Η ΑΝΤΙΠΡΟΣΩΠΕΙΑ ΤΟΥ ΚΟΓΚΡΕΣΣΟΥ [1156, 958, 1301, 984]
headline: Η ΓΑΛΛΙΑ ΘΑ ΣΥΝΑΨΗ ΔΑΝΕΙΟΝ 100 ΕΚΑΤΟΜΜΥΡΙΩΝ ΔΟΛΛΑΡΙΩΝ; [613, 1063, 1111, 1122]
article-body: Λόγῳ τῆς θαλασσοταραχῆς διεκόπη ἡ συγκοινωνία μετὰ τῶν νήσων. [956, 1568, 1123, 1605]
headline: Ο κ. ΜΠΕΒΙΝ ΔΙΑ ΤΑΣ ΑΓΓΛΙΚΑΣ ΕΚΛΟΓΑΣ [1163, 1030, 1294, 1057]
subheading: ΠΑΡΑΜΕΝΟΥΝ ΟΙΑ ΗΣΑΝ ΠΡΟ ΤΟΥ «ΑΝΣΛΟΥΣ» [1184, 243, 1473, 257]
signature: Γ. ΑΝΔΡΟΥΛΙΔΑΚΗΣ [1021, 1307, 1123, 1319]
headline: 1800 ΠΕΡΙΠΟΥ ΣΥΜΜΟΡΙΤΑΙ ΕΧΟΥΝ ΑΠΟΜΕΙΝΕΙ ΜΟΝΟΝ ΕΠΙ ΕΛΛΗΝΙΚΟΥ ΕΔΑΦΟΥΣ [87, 122, 384, 265]
headline: ΔΕΝ ΘΑ ΓΙΝΗ ΣΤΡΑΤΙΩΤΙΚΗ ΕΠΙΘΕΣΙΣ ΚΑΤΑ ΤΟΥ ΤΙΤΟ, ΛΕΓΟΥΝ ΟΙ ΒΟΥΛΓΑΡΟΙ [610, 1335, 1114, 1377]
